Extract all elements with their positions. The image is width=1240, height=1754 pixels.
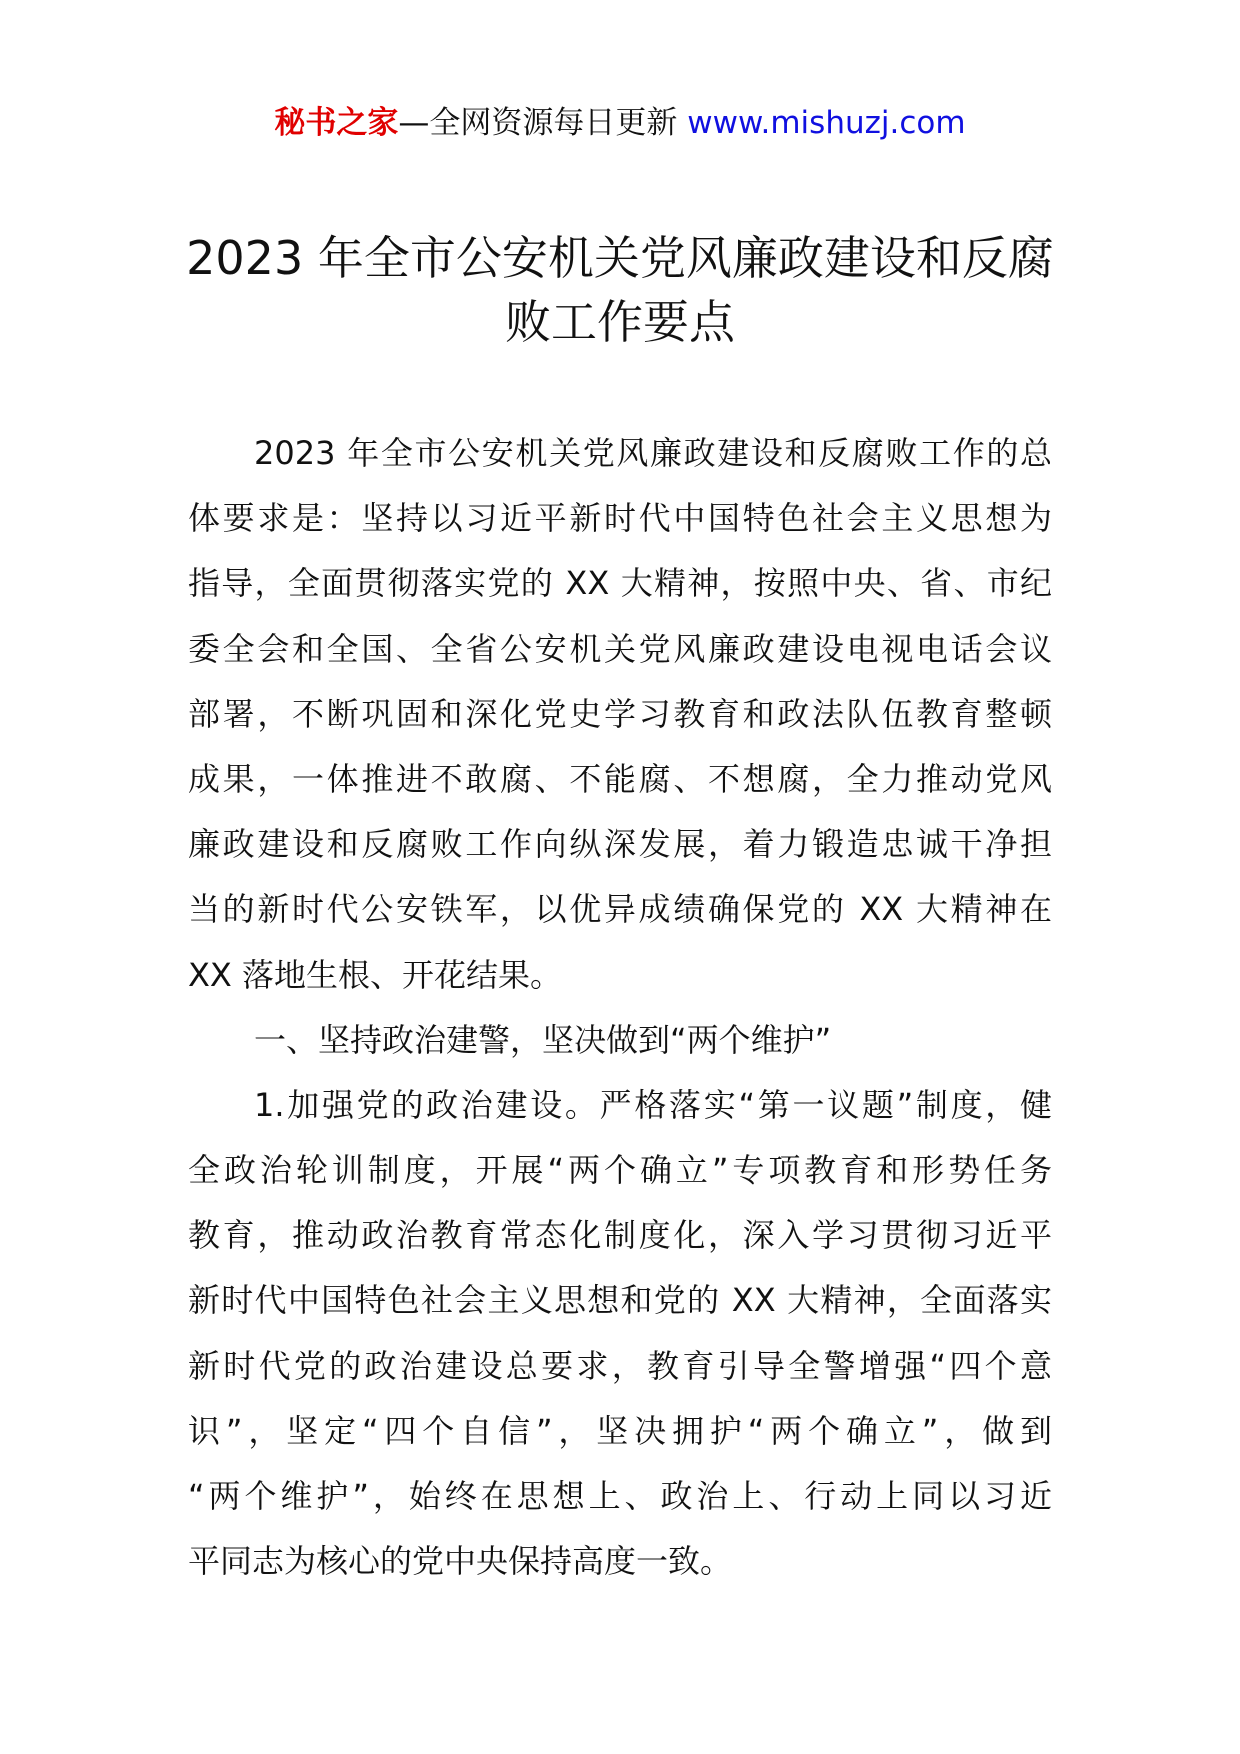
section-heading: 一、坚持政治建警，坚决做到“两个维护” [254, 1020, 832, 1059]
paragraph-line: 新时代党的政治建设总要求，教育引导全警增强“四个意 [188, 1346, 1052, 1385]
paragraph-line: 体要求是：坚持以习近平新时代中国特色社会主义思想为 [188, 499, 1052, 538]
title-line: 败工作要点 [505, 295, 735, 349]
paragraph-line: 教育，推动政治教育常态化制度化，深入学习贯彻习近平 [188, 1216, 1052, 1255]
paragraph-line: 部署，不断巩固和深化党史学习教育和政法队伍教育整顿 [188, 694, 1052, 733]
site-tagline: —全网资源每日更新 [398, 105, 688, 141]
site-brand: 秘书之家 [274, 105, 399, 141]
site-url-link[interactable]: www.mishuzj.com [687, 105, 966, 141]
title-line: 2023 年全市公安机关党风廉政建设和反腐 [186, 231, 1054, 285]
paragraph-line: 廉政建设和反腐败工作向纵深发展，着力锻造忠诚干净担 [188, 825, 1052, 864]
paragraph-line: 平同志为核心的党中央保持高度一致。 [188, 1542, 733, 1581]
site-header [0, 103, 1240, 143]
paragraph-line: “两个维护”，始终在思想上、政治上、行动上同以习近 [188, 1477, 1052, 1515]
document-title [150, 226, 1090, 354]
paragraph-line: 成果，一体推进不敢腐、不能腐、不想腐，全力推动党风 [188, 759, 1052, 798]
paragraph-line: 1.加强党的政治建设。严格落实“第一议题”制度，健 [254, 1085, 1052, 1124]
paragraph-line: 全政治轮训制度，开展“两个确立”专项教育和形势任务 [188, 1151, 1052, 1190]
paragraph-line: 当的新时代公安铁军，以优异成绩确保党的 XX 大精神在 [188, 890, 1052, 929]
paragraph-line: 新时代中国特色社会主义思想和党的 XX 大精神，全面落实 [188, 1281, 1052, 1320]
paragraph-line: 2023 年全市公安机关党风廉政建设和反腐败工作的总 [254, 434, 1052, 472]
paragraph-line: 委全会和全国、全省公安机关党风廉政建设电视电话会议 [188, 629, 1052, 668]
document-body [188, 421, 1052, 1594]
paragraph-line: 识”，坚定“四个自信”，坚决拥护“两个确立”，做到 [188, 1411, 1052, 1450]
paragraph-line: XX 落地生根、开花结果。 [188, 955, 563, 994]
paragraph-line: 指导，全面贯彻落实党的 XX 大精神，按照中央、省、市纪 [188, 564, 1052, 603]
